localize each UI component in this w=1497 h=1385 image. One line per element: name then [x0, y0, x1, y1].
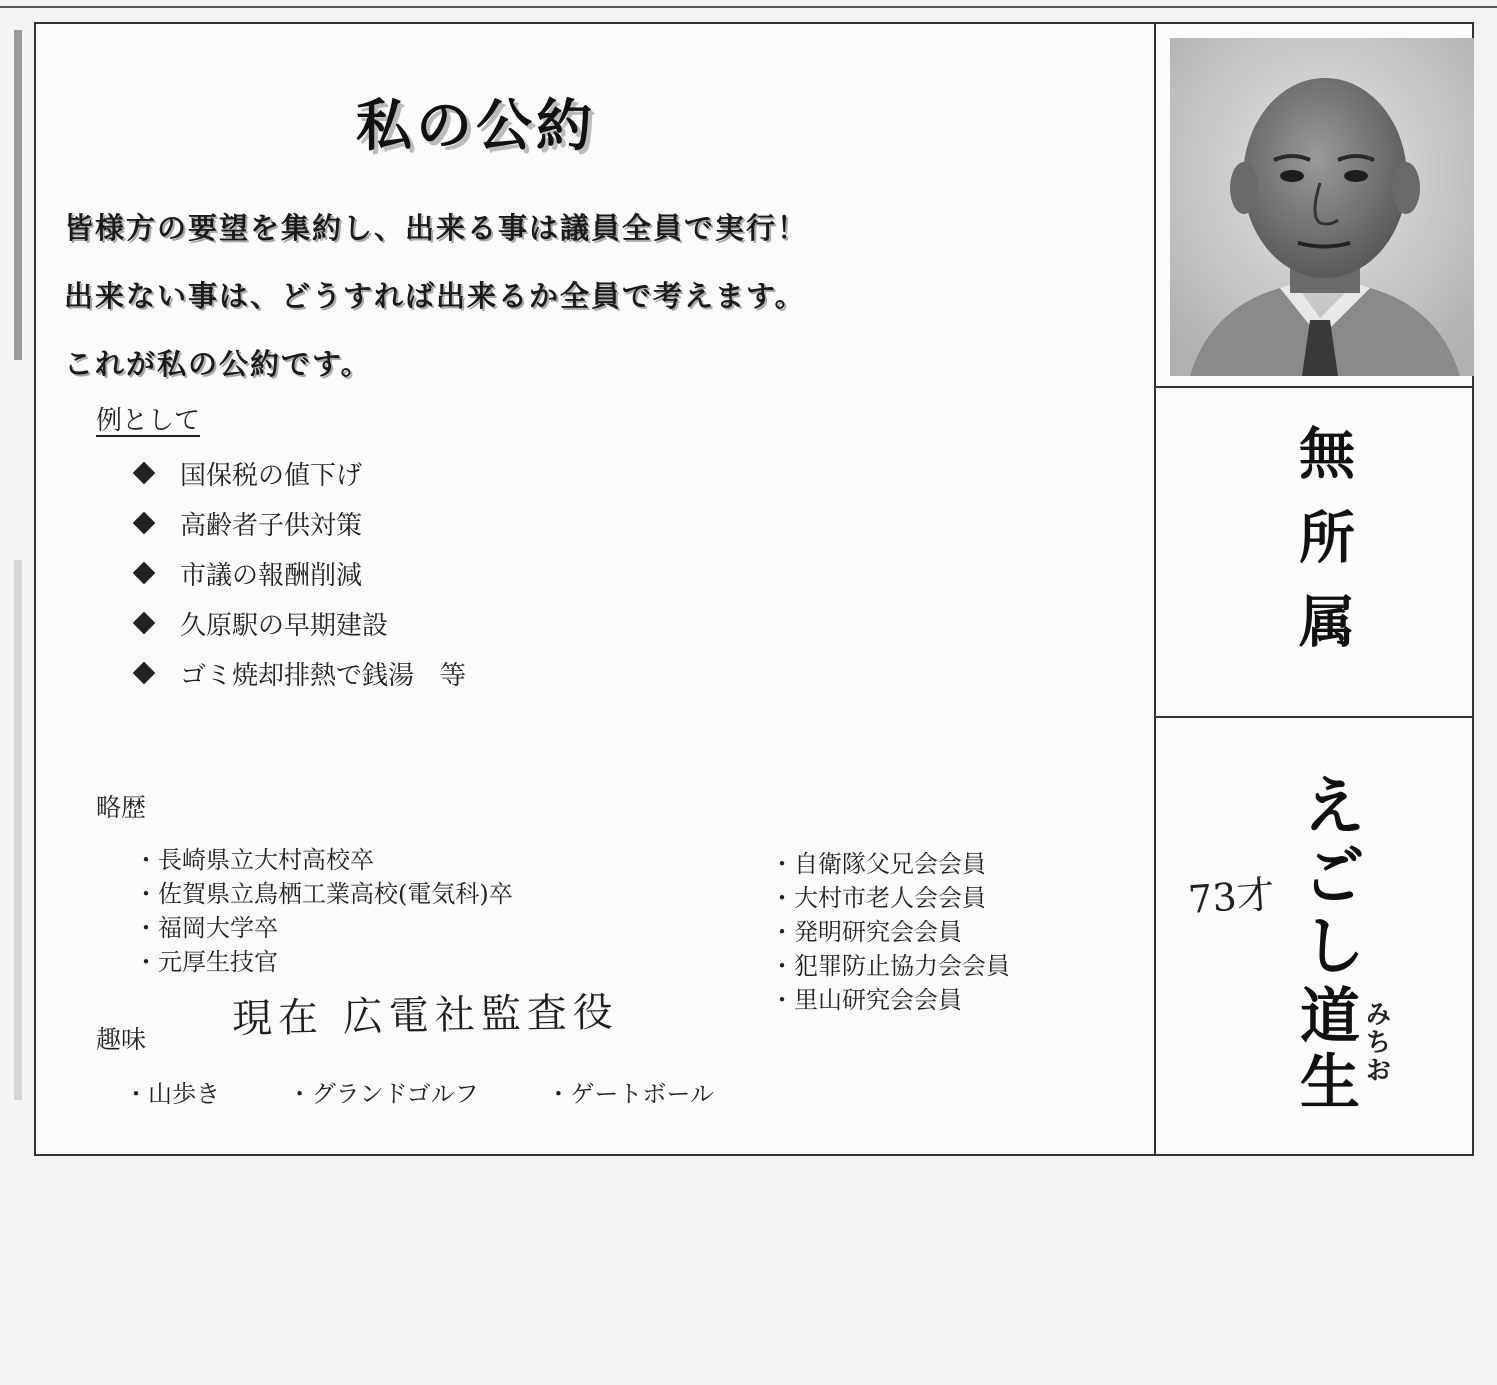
scan-edge-left	[14, 30, 22, 360]
diamond-bullet-icon	[133, 562, 156, 585]
age-note: 73才	[1186, 872, 1277, 922]
handwritten-note: 現在 広電社監査役	[231, 989, 620, 1043]
list-item: ・佐賀県立鳥栖工業高校(電気科)卒	[134, 880, 513, 908]
list-item	[136, 648, 466, 698]
list-item: ・長崎県立大村高校卒	[134, 846, 374, 874]
example-text: 久原駅の早期建設	[180, 610, 389, 641]
affiliation-divider	[1156, 716, 1474, 718]
list-item: ・大村市老人会会員	[770, 884, 986, 912]
list-item: ・里山研究会会員	[770, 986, 962, 1014]
list-item: ・自衛隊父兄会会員	[770, 850, 986, 878]
list-item	[136, 598, 466, 648]
candidate-name-kanji: 道生	[1290, 984, 1360, 1116]
column-divider	[1154, 24, 1156, 1156]
list-item: ・福岡大学卒	[134, 914, 278, 942]
example-text: ゴミ焼却排熱で銭湯 等	[180, 660, 467, 691]
hobbies-heading: 趣味	[96, 1025, 147, 1054]
list-item	[136, 498, 466, 548]
examples-list	[136, 448, 466, 698]
diamond-bullet-icon	[133, 612, 156, 635]
top-rule	[0, 6, 1497, 8]
list-item: ・発明研究会会員	[770, 918, 962, 946]
diamond-bullet-icon	[133, 662, 156, 685]
scan-edge-left-lower	[14, 560, 22, 1100]
list-item: ・グランドゴルフ	[287, 1080, 479, 1108]
examples-heading: 例として	[96, 406, 201, 436]
list-item	[136, 448, 466, 498]
photo-divider	[1156, 386, 1474, 388]
diamond-bullet-icon	[133, 462, 156, 485]
list-item: ・犯罪防止協力会会員	[770, 952, 1010, 980]
campaign-flyer	[34, 22, 1474, 1156]
name-reading: みちお	[1361, 1000, 1391, 1084]
list-item: ・山歩き	[124, 1080, 220, 1108]
hobbies-list	[124, 1074, 774, 1109]
career-heading: 略歴	[96, 793, 147, 822]
affiliation-label: 無所属	[1290, 424, 1355, 676]
candidate-photo	[1170, 38, 1474, 376]
list-item: ・ゲートボール	[546, 1080, 714, 1108]
diamond-bullet-icon	[133, 512, 156, 535]
memberships-list	[770, 844, 1010, 1014]
portrait-icon	[1170, 38, 1474, 376]
pledge-line-3: これが私の公約です。	[64, 347, 372, 381]
list-item	[136, 548, 466, 598]
pledge-line-1: 皆様方の要望を集約し、出来る事は議員全員で実行！	[64, 211, 809, 245]
example-text: 国保税の値下げ	[180, 460, 363, 491]
candidate-name-kana: えごし	[1291, 772, 1365, 982]
pledge-line-2: 出来ない事は、どうすれば出来るか全員で考えます。	[64, 279, 806, 313]
list-item: ・元厚生技官	[134, 948, 278, 976]
page-title: 私の公約	[356, 94, 596, 159]
example-text: 市議の報酬削減	[180, 560, 363, 591]
career-list	[134, 840, 513, 976]
example-text: 高齢者子供対策	[180, 510, 363, 541]
